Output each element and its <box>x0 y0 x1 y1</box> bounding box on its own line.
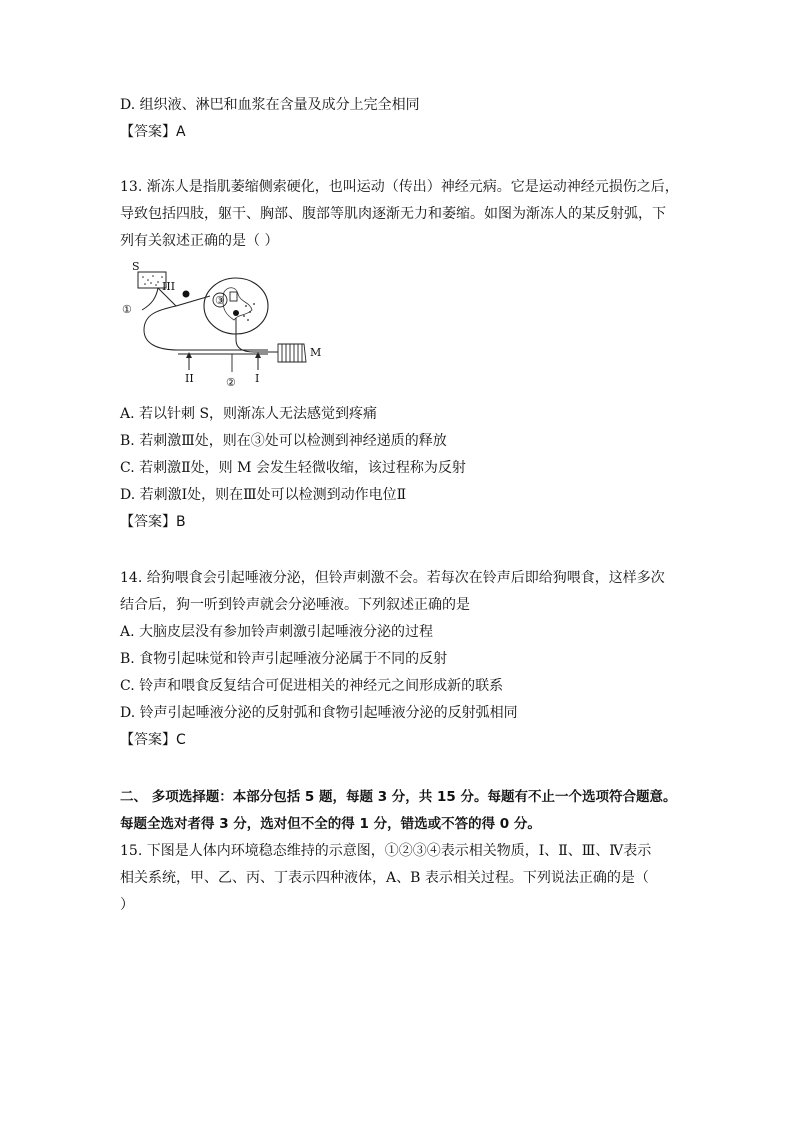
q13-stem-line2: 导致包括四肢，躯干、胸部、腹部等肌肉逐渐无力和萎缩。如图为渐冻人的某反射弧，下 <box>120 206 666 222</box>
q13-option-b: B. 若刺激Ⅲ处，则在③处可以检测到神经递质的释放 <box>120 433 447 449</box>
q15-stem-line3: ） <box>120 897 134 913</box>
q15-stem-line1: 15. 下图是人体内环境稳态维持的示意图，①②③④表示相关物质，Ⅰ、Ⅱ、Ⅲ、Ⅳ表示 <box>120 843 652 859</box>
section2-heading-line1: 二、 多项选择题：本部分包括 5 题，每题 3 分，共 15 分。每题有不止一个选项符合题意。 <box>120 789 677 805</box>
label-circle-2: ② <box>226 376 236 389</box>
label-s: S <box>132 260 140 273</box>
q14-option-a: A. 大脑皮层没有参加铃声刺激引起唾液分泌的过程 <box>120 624 434 640</box>
q13-stem-line1: 13. 渐冻人是指肌萎缩侧索硬化，也叫运动（传出）神经元病。它是运动神经元损伤之后， <box>120 179 679 195</box>
q13-answer: 【答案】B <box>120 514 186 530</box>
reflex-arc-figure <box>118 258 328 394</box>
q13-option-d: D. 若刺激Ⅰ处，则在Ⅲ处可以检测到动作电位Ⅱ <box>120 487 407 503</box>
q15-stem-line2: 相关系统，甲、乙、丙、丁表示四种液体，A、B 表示相关过程。下列说法正确的是（ <box>120 870 649 886</box>
label-roman-3: III <box>162 280 176 293</box>
ganglion <box>183 291 190 298</box>
q13-option-c: C. 若刺激Ⅱ处，则 M 会发生轻微收缩，该过程称为反射 <box>120 460 466 476</box>
label-circle-3: ③ <box>215 294 225 307</box>
q12-option-d: D. 组织液、淋巴和血浆在含量及成分上完全相同 <box>120 97 420 113</box>
q14-option-b: B. 食物引起味觉和铃声引起唾液分泌属于不同的反射 <box>120 651 448 667</box>
label-circle-1: ① <box>122 303 132 316</box>
q14-stem-line2: 结合后，狗一听到铃声就会分泌唾液。下列叙述正确的是 <box>120 597 470 613</box>
q14-option-c: C. 铃声和喂食反复结合可促进相关的神经元之间形成新的联系 <box>120 678 504 694</box>
muscle-effector <box>278 344 306 362</box>
q13-stem-line3: 列有关叙述正确的是（ ） <box>120 233 279 249</box>
section2-heading-line2: 每题全选对者得 3 分，选对但不全的得 1 分，错选或不答的得 0 分。 <box>120 816 541 832</box>
q13-option-a: A. 若以针刺 S，则渐冻人无法感觉到疼痛 <box>120 406 378 422</box>
q14-option-d: D. 铃声引起唾液分泌的反射弧和食物引起唾液分泌的反射弧相同 <box>120 705 518 721</box>
label-roman-1: I <box>255 372 260 385</box>
q14-stem-line1: 14. 给狗喂食会引起唾液分泌，但铃声刺激不会。若每次在铃声后即给狗喂食，这样多次 <box>120 570 665 586</box>
label-m: M <box>310 346 322 359</box>
q12-answer: 【答案】A <box>120 124 186 140</box>
label-roman-2: II <box>185 372 194 385</box>
q14-answer: 【答案】C <box>120 732 186 748</box>
